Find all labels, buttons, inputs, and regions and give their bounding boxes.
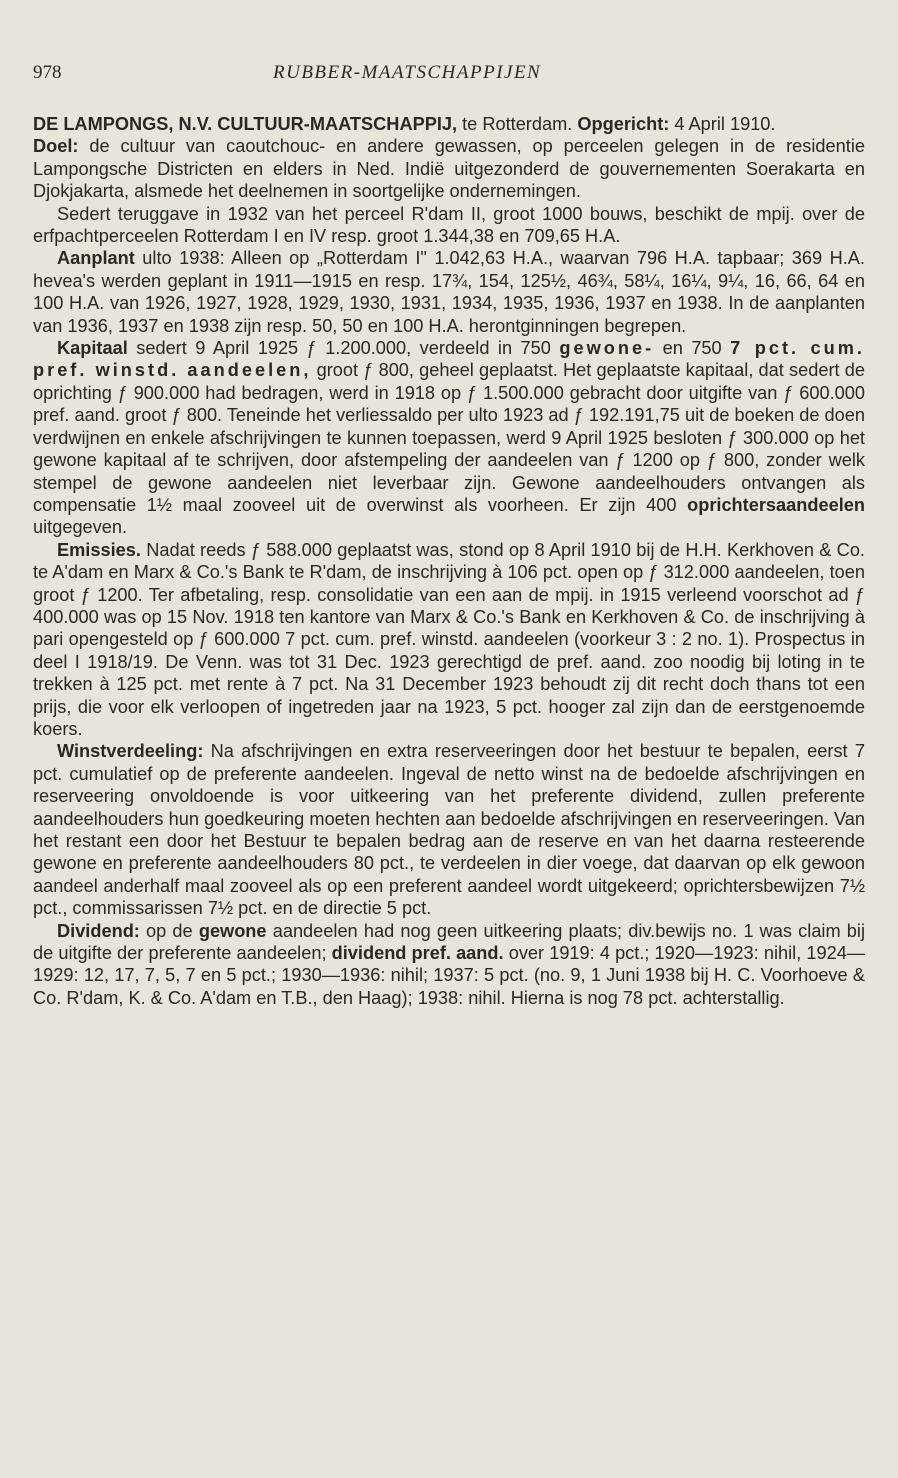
- emissies-label: Emissies.: [57, 539, 141, 560]
- running-title: RUBBER-MAATSCHAPPIJEN: [273, 62, 542, 83]
- oprichters-label: oprichtersaandeelen: [687, 494, 865, 515]
- page-header: [33, 62, 868, 88]
- kapitaal-pref: 7 pct. cum. pref. winstd. aandeelen,: [33, 338, 865, 381]
- kapitaal-text-3: groot ƒ 800, geheel geplaatst. Het geplaatste kapitaal, dat sedert de oprichting ƒ 900.000 had bedragen, werd in 1918 op ƒ 1.500.000 gebracht door uitgifte van ƒ 600.000 pref. aand. groot ƒ 800. Teneinde het verliessaldo per ulto 1923 ad ƒ 192.191,75 uit de boeken de doen verdwijnen en enkele afschrijvingen te kunnen toepassen, werd 9 April 1925 besloten ƒ 300.000 op het gewone kapitaal af te schrijven, door afstempeling der aandeelen van ƒ 1200 op ƒ 800, zonder welk stempel de gewone aandeelen niet leverbaar zijn. Gewone aandeelhouders ontvangen als compensatie 1½ maal zooveel uit de overwinst als voorheen. Er zijn 400: [33, 360, 865, 515]
- dividend-text-2: aandeelen had nog geen uitkeering plaats; div.bewijs no. 1 was claim bij de uitgifte der preferente aandeelen;: [33, 920, 865, 964]
- doel-paragraph: [33, 135, 865, 202]
- winstverdeeling-label: Winstverdeeling:: [57, 741, 204, 762]
- aanplant-text: ulto 1938: Alleen op „Rotterdam I" 1.042,63 H.A., waarvan 796 H.A. tapbaar; 369 H.A. hevea's werden geplant in 1911—1915 en resp. 17¾, 154, 125½, 46¾, 58¼, 16¼, 9¼, 16, 66, 64 en 100 H.A. van 1926, 1927, 1928, 1929, 1930, 1931, 1934, 1935, 1936, 1937 en 1938. In de aanplanten van 1936, 1937 en 1938 zijn resp. 50, 50 en 100 H.A. herontginningen begrepen.: [33, 248, 865, 336]
- winstverdeeling-paragraph: [33, 740, 865, 919]
- dividend-pref-label: dividend pref. aand.: [331, 943, 504, 964]
- company-location: te Rotterdam.: [457, 114, 578, 134]
- kapitaal-text-4: uitgegeven.: [33, 517, 128, 538]
- dividend-gewone: gewone: [198, 920, 267, 941]
- aanplant-label: Aanplant: [57, 248, 135, 269]
- dividend-label: Dividend:: [57, 920, 140, 941]
- kapitaal-text-2: en 750: [654, 338, 731, 359]
- sedert-text: Sedert teruggave in 1932 van het perceel R'dam II, groot 1000 bouws, beschikt de mpij. over de erfpachtperceelen Rotterdam I en IV resp. groot 1.344,38 en 709,65 H.A.: [33, 203, 865, 247]
- page-number: 978: [33, 62, 62, 83]
- doel-text: de cultuur van caoutchouc- en andere gewassen, op perceelen gelegen in de residentie Lampongsche Districten en elders in Ned. Indië uitgezonderd de gouvernementen Soerakarta en Djokjakarta, alsmede het deelnemen in soortgelijke ondernemingen.: [33, 136, 865, 202]
- dividend-paragraph: [33, 920, 865, 1010]
- dividend-text-3: over 1919: 4 pct.; 1920—1923: nihil, 1924—1929: 12, 17, 7, 5, 7 en 5 pct.; 1930—1936: nihil; 1937: 5 pct. (no. 9, 1 Juni 1938 bij H. C. Voorhoeve & Co. R'dam, K. & Co. A'dam en T.B., den Haag); 1938: nihil. Hierna is nog 78 pct. achterstallig.: [33, 943, 866, 1008]
- kapitaal-label: Kapitaal: [57, 338, 128, 359]
- doel-label: Doel:: [33, 136, 79, 157]
- winstverdeeling-text: Na afschrijvingen en extra reserveeringen door het bestuur te bepalen, eerst 7 pct. cumulatief op de preferente aandeelen. Ingeval de netto winst na de bedoelde afschrijvingen en reserveering onvoldoende is voor uitkeering van het preferente dividend, zullen preferente aandeelhouders hun goedkeuring moeten hechten aan bedoelde afschrijvingen en reserveeringen. Van het restant een door het Bestuur te bepalen bedrag aan de reserve en van het daarna resteerende gewone en preferente aandeelhouders 80 pct., te verdeelen in dier voege, dat daarvan op elk gewoon aandeel anderhalf maal zooveel als op een preferent aandeel wordt uitgekeerd; oprichtersbewijzen 7½ pct., commissarissen 7½ pct. en de directie 5 pct.: [33, 741, 865, 919]
- sedert-paragraph: [33, 203, 865, 248]
- article-body: [33, 113, 865, 1009]
- company-name: DE LAMPONGS, N.V. CULTUUR-MAATSCHAPPIJ,: [33, 114, 458, 134]
- aanplant-paragraph: [33, 247, 865, 337]
- emissies-paragraph: [33, 539, 865, 741]
- founded-label: Opgericht:: [577, 114, 670, 134]
- kapitaal-paragraph: [33, 337, 865, 539]
- kapitaal-gewone: gewone-: [559, 338, 655, 359]
- founded-date: 4 April 1910.: [669, 114, 776, 134]
- kapitaal-text-1: sedert 9 April 1925 ƒ 1.200.000, verdeeld in 750: [127, 338, 560, 359]
- emissies-text: Nadat reeds ƒ 588.000 geplaatst was, stond op 8 April 1910 bij de H.H. Kerkhoven & Co. te A'dam en Marx & Co.'s Bank te R'dam, de inschrijving à 106 pct. open op ƒ 312.000 aandeelen, toen groot ƒ 1200. Ter afbetaling, resp. consolidatie van een aan de mpij. in 1915 verleend voorschot ad ƒ 400.000 was op 15 Nov. 1918 ten kantore van Marx & Co.'s Bank en Kerkhoven & Co. de inschrijving à pari opengesteld op ƒ 600.000 7 pct. cum. pref. winstd. aandeelen (voorkeur 3 : 2 no. 1). Prospectus in deel I 1918/19. De Venn. was tot 31 Dec. 1923 gerechtigd de pref. aand. zoo noodig bij loting in te trekken à 125 pct. met rente à 7 pct. Na 31 December 1923 behoudt zij dit recht doch thans tot een prijs, die voor elk verloopen of ingetreden jaar na 1923, 5 pct. hooger zal zijn dan de eerstgenoemde koers.: [33, 539, 865, 739]
- company-heading-paragraph: [33, 113, 865, 135]
- dividend-text-1: op de: [139, 920, 199, 941]
